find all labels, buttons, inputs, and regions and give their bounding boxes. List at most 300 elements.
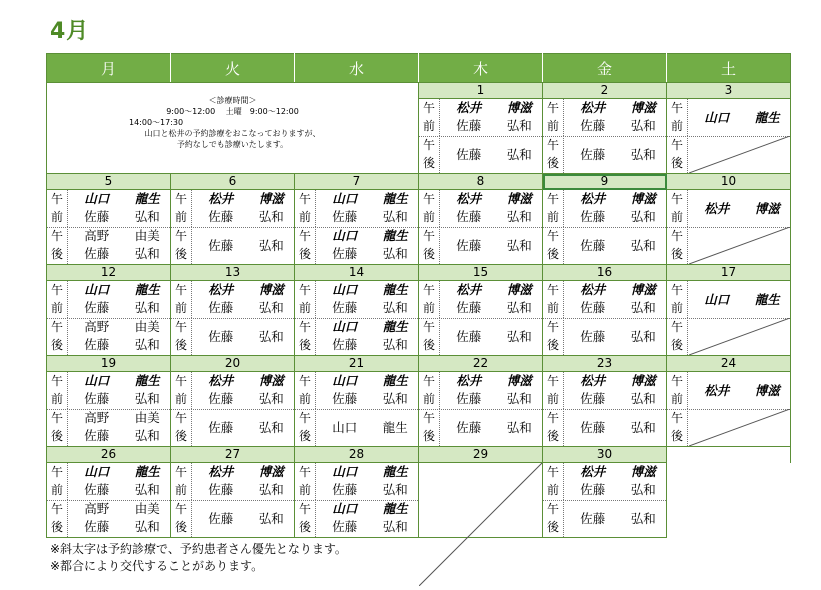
- doctor-surname: 佐藤: [84, 482, 110, 497]
- doctor-surname: 山口: [84, 464, 110, 479]
- doctor-surname: 佐藤: [456, 147, 482, 162]
- slot-label-char: 午: [174, 502, 187, 516]
- slot-label-char: 午: [670, 320, 683, 334]
- doctor-entry: [565, 463, 666, 481]
- morning-slot: [667, 190, 790, 228]
- doctor-surname: 松井: [580, 464, 606, 479]
- doctor-given-name: 弘和: [630, 118, 656, 133]
- slot-label-char: 後: [422, 338, 435, 352]
- doctor-list: [69, 500, 170, 537]
- day-cell: [295, 281, 419, 356]
- slot-label-char: 前: [422, 119, 435, 133]
- day-number: 29: [419, 447, 543, 463]
- day-schedule: [419, 372, 542, 446]
- slot-label-char: 前: [298, 483, 311, 497]
- doctor-entry: [193, 299, 294, 317]
- doctor-entry: [565, 208, 666, 226]
- slot-label-char: 後: [546, 520, 559, 534]
- day-number: 19: [47, 356, 171, 372]
- doctor-entry: [565, 136, 666, 173]
- day-cell: [171, 372, 295, 447]
- morning-label: [543, 99, 564, 136]
- day-schedule: [295, 372, 418, 446]
- day-schedule: [543, 190, 666, 264]
- morning-label: [667, 99, 688, 136]
- doctor-list: [565, 500, 666, 537]
- doctor-entry: [69, 518, 170, 536]
- morning-slot: [543, 190, 666, 228]
- notice-line1: 9:00～12:00 土曜 9:00～12:00: [166, 107, 299, 116]
- doctor-given-name: 弘和: [506, 238, 532, 253]
- doctor-entry: [69, 500, 170, 518]
- doctor-surname: 佐藤: [84, 337, 110, 352]
- slot-label-char: 後: [670, 429, 683, 443]
- morning-slot: [295, 463, 418, 501]
- slot-label-char: 午: [546, 192, 559, 206]
- slot-label-char: 前: [50, 210, 63, 224]
- doctor-list: [565, 281, 666, 318]
- slot-label-char: 午: [546, 229, 559, 243]
- slot-label-char: 後: [546, 247, 559, 261]
- day-cell: [667, 281, 791, 356]
- doctor-entry: [193, 463, 294, 481]
- afternoon-slot: [667, 227, 790, 264]
- afternoon-label: [419, 227, 440, 264]
- doctor-surname: 松井: [456, 191, 482, 206]
- doctor-list: [69, 318, 170, 355]
- doctor-list: [317, 190, 418, 227]
- doctor-surname: 佐藤: [580, 238, 606, 253]
- doctor-surname: 松井: [456, 100, 482, 115]
- afternoon-slot: [419, 227, 542, 264]
- morning-slot: [419, 281, 542, 319]
- doctor-given-name: 博滋: [630, 282, 656, 297]
- doctor-entry: [193, 390, 294, 408]
- doctor-given-name: 弘和: [134, 209, 160, 224]
- day-schedule: [419, 281, 542, 355]
- afternoon-label: [47, 318, 68, 355]
- doctor-given-name: 龍生: [382, 282, 408, 297]
- afternoon-slot: [295, 409, 418, 446]
- weekday-thu: 木: [419, 54, 543, 83]
- doctor-given-name: 龍生: [382, 501, 408, 516]
- doctor-list: [193, 463, 294, 500]
- doctor-entry: [193, 481, 294, 499]
- afternoon-slot: [47, 318, 170, 355]
- slot-label-char: 午: [174, 229, 187, 243]
- slot-label-char: 前: [546, 483, 559, 497]
- day-cell: [295, 190, 419, 265]
- doctor-surname: 佐藤: [456, 420, 482, 435]
- day-number: 17: [667, 265, 791, 281]
- doctor-entry: [317, 318, 418, 336]
- day-schedule: [171, 372, 294, 446]
- doctor-surname: 佐藤: [456, 209, 482, 224]
- day-cell: [171, 190, 295, 265]
- doctor-given-name: 博滋: [754, 383, 780, 398]
- afternoon-label: [419, 136, 440, 173]
- doctor-list: [193, 227, 294, 264]
- doctor-given-name: 弘和: [630, 209, 656, 224]
- day-number: 3: [667, 83, 791, 99]
- slot-label-char: 後: [422, 429, 435, 443]
- day-schedule: [419, 463, 542, 537]
- doctor-surname: 山口: [84, 373, 110, 388]
- day-number: 7: [295, 174, 419, 190]
- doctor-given-name: 弘和: [630, 238, 656, 253]
- doctor-given-name: 弘和: [258, 329, 284, 344]
- afternoon-slot: [171, 409, 294, 446]
- doctor-entry: [69, 318, 170, 336]
- doctor-given-name: 弘和: [382, 482, 408, 497]
- doctor-given-name: 弘和: [382, 209, 408, 224]
- day-number: 22: [419, 356, 543, 372]
- doctor-given-name: 博滋: [630, 464, 656, 479]
- morning-slot: [543, 372, 666, 410]
- doctor-entry: [69, 208, 170, 226]
- morning-label: [419, 281, 440, 318]
- day-content-row: [47, 190, 791, 265]
- slot-label-char: 午: [422, 138, 435, 152]
- day-number: 30: [543, 447, 667, 463]
- weekday-fri: 金: [543, 54, 667, 83]
- doctor-entry: [69, 245, 170, 263]
- doctor-entry: [193, 227, 294, 264]
- day-number: 5: [47, 174, 171, 190]
- doctor-entry: [689, 99, 790, 136]
- slot-label-char: 午: [298, 374, 311, 388]
- doctor-given-name: 龍生: [754, 292, 780, 307]
- doctor-given-name: 博滋: [258, 464, 284, 479]
- doctor-given-name: 博滋: [506, 100, 532, 115]
- doctor-entry: [441, 299, 542, 317]
- morning-label: [543, 190, 564, 227]
- morning-slot: [543, 463, 666, 501]
- doctor-given-name: 龍生: [382, 191, 408, 206]
- slot-label-char: 午: [174, 283, 187, 297]
- day-content-row: [47, 281, 791, 356]
- doctor-given-name: 龍生: [382, 464, 408, 479]
- afternoon-label: [47, 409, 68, 446]
- morning-slot: [47, 281, 170, 319]
- day-schedule: [295, 281, 418, 355]
- slot-label-char: 午: [546, 374, 559, 388]
- slot-label-char: 後: [298, 247, 311, 261]
- doctor-given-name: 博滋: [506, 373, 532, 388]
- doctor-entry: [69, 372, 170, 390]
- slot-label-char: 前: [50, 483, 63, 497]
- doctor-surname: 高野: [84, 410, 110, 425]
- doctor-entry: [69, 481, 170, 499]
- doctor-list: [565, 190, 666, 227]
- doctor-given-name: 弘和: [382, 246, 408, 261]
- doctor-given-name: 弘和: [134, 246, 160, 261]
- doctor-entry: [317, 390, 418, 408]
- doctor-given-name: 弘和: [506, 329, 532, 344]
- afternoon-label: [667, 409, 688, 446]
- morning-slot: [295, 281, 418, 319]
- slot-label-char: 午: [50, 283, 63, 297]
- doctor-entry: [441, 372, 542, 390]
- slot-label-char: 前: [670, 210, 683, 224]
- afternoon-label: [295, 318, 316, 355]
- day-cell: [47, 463, 171, 538]
- closed-afternoon: [689, 227, 790, 264]
- slot-label-char: 午: [174, 465, 187, 479]
- doctor-surname: 佐藤: [456, 391, 482, 406]
- day-schedule: [543, 372, 666, 446]
- day-content-row: [47, 463, 791, 538]
- doctor-entry: [565, 372, 666, 390]
- afternoon-slot: [543, 227, 666, 264]
- slot-label-char: 午: [546, 283, 559, 297]
- day-number: 14: [295, 265, 419, 281]
- doctor-entry: [565, 190, 666, 208]
- doctor-surname: 佐藤: [580, 511, 606, 526]
- doctor-given-name: 弘和: [258, 238, 284, 253]
- doctor-entry: [441, 117, 542, 135]
- afternoon-slot: [171, 318, 294, 355]
- doctor-list: [317, 227, 418, 264]
- afternoon-label: [171, 500, 192, 537]
- doctor-given-name: 弘和: [258, 209, 284, 224]
- weekday-wed: 水: [295, 54, 419, 83]
- day-number-row: [47, 265, 791, 281]
- doctor-surname: 松井: [208, 373, 234, 388]
- day-cell: [47, 372, 171, 447]
- slot-label-char: 午: [422, 374, 435, 388]
- doctor-surname: 松井: [580, 373, 606, 388]
- day-schedule: [419, 99, 542, 173]
- afternoon-label: [171, 318, 192, 355]
- footer-note-reservation: ※斜太字は予約診療で、予約患者さん優先となります。: [50, 542, 347, 556]
- doctor-given-name: 弘和: [258, 482, 284, 497]
- doctor-list: [565, 136, 666, 173]
- doctor-entry: [69, 336, 170, 354]
- doctor-list: [441, 372, 542, 409]
- doctor-surname: 山口: [332, 464, 358, 479]
- morning-slot: [47, 190, 170, 228]
- doctor-given-name: 弘和: [630, 511, 656, 526]
- doctor-entry: [565, 281, 666, 299]
- day-schedule: [667, 99, 790, 173]
- afternoon-label: [543, 227, 564, 264]
- slot-label-char: 午: [546, 138, 559, 152]
- day-number: 27: [171, 447, 295, 463]
- afternoon-slot: [171, 227, 294, 264]
- doctor-surname: 佐藤: [332, 482, 358, 497]
- doctor-surname: 佐藤: [84, 391, 110, 406]
- slot-label-char: 午: [50, 229, 63, 243]
- day-content-row: [47, 372, 791, 447]
- doctor-entry: [69, 463, 170, 481]
- day-schedule: [47, 463, 170, 537]
- doctor-entry: [441, 208, 542, 226]
- doctor-given-name: 由美: [134, 228, 160, 243]
- slot-label-char: 午: [50, 502, 63, 516]
- doctor-list: [317, 463, 418, 500]
- doctor-entry: [69, 299, 170, 317]
- slot-label-char: 午: [298, 411, 311, 425]
- morning-label: [543, 281, 564, 318]
- morning-label: [171, 463, 192, 500]
- day-number: 13: [171, 265, 295, 281]
- day-number: [667, 447, 791, 463]
- day-cell: [295, 372, 419, 447]
- morning-label: [295, 463, 316, 500]
- doctor-list: [317, 281, 418, 318]
- morning-slot: [171, 281, 294, 319]
- doctor-surname: 佐藤: [580, 329, 606, 344]
- slot-label-char: 午: [670, 374, 683, 388]
- slot-label-char: 午: [670, 192, 683, 206]
- doctor-list: [193, 318, 294, 355]
- doctor-entry: [565, 299, 666, 317]
- doctor-given-name: 博滋: [630, 373, 656, 388]
- slot-label-char: 後: [174, 429, 187, 443]
- doctor-entry: [565, 481, 666, 499]
- doctor-entry: [565, 117, 666, 135]
- doctor-surname: 松井: [580, 282, 606, 297]
- afternoon-slot: [419, 318, 542, 355]
- doctor-given-name: 弘和: [382, 337, 408, 352]
- slot-label-char: 後: [422, 156, 435, 170]
- doctor-given-name: 博滋: [258, 191, 284, 206]
- day-cell: [543, 463, 667, 538]
- slot-label-char: 後: [50, 429, 63, 443]
- day-cell: [543, 372, 667, 447]
- slot-label-char: 午: [298, 465, 311, 479]
- doctor-surname: 松井: [456, 282, 482, 297]
- afternoon-label: [295, 500, 316, 537]
- slot-label-char: 後: [422, 247, 435, 261]
- doctor-entry: [317, 372, 418, 390]
- afternoon-slot: [543, 136, 666, 173]
- day-cell: [667, 463, 791, 538]
- afternoon-label: [295, 409, 316, 446]
- doctor-entry: [193, 318, 294, 355]
- doctor-given-name: 龍生: [382, 373, 408, 388]
- doctor-entry: [565, 409, 666, 446]
- afternoon-slot: [295, 500, 418, 537]
- day-cell: [419, 372, 543, 447]
- day-number-row: [47, 83, 791, 99]
- doctor-given-name: 弘和: [630, 300, 656, 315]
- morning-label: [171, 190, 192, 227]
- day-schedule: [543, 281, 666, 355]
- doctor-entry: [193, 281, 294, 299]
- doctor-given-name: 博滋: [258, 282, 284, 297]
- doctor-entry: [565, 99, 666, 117]
- doctor-entry: [69, 227, 170, 245]
- doctor-entry: [317, 299, 418, 317]
- doctor-list: [193, 409, 294, 446]
- morning-label: [47, 190, 68, 227]
- doctor-list: [441, 99, 542, 136]
- afternoon-slot: [543, 500, 666, 537]
- doctor-given-name: 弘和: [630, 482, 656, 497]
- doctor-given-name: 博滋: [754, 201, 780, 216]
- schedule-calendar: [46, 53, 791, 538]
- slot-label-char: 前: [422, 210, 435, 224]
- slot-label-char: 前: [546, 301, 559, 315]
- doctor-surname: 佐藤: [580, 147, 606, 162]
- day-schedule: [419, 190, 542, 264]
- morning-label: [419, 372, 440, 409]
- slot-label-char: 午: [670, 283, 683, 297]
- doctor-surname: 佐藤: [332, 337, 358, 352]
- morning-slot: [171, 372, 294, 410]
- doctor-list: [317, 318, 418, 355]
- slot-label-char: 午: [422, 411, 435, 425]
- slot-label-char: 午: [670, 138, 683, 152]
- day-schedule: [171, 190, 294, 264]
- morning-slot: [171, 463, 294, 501]
- slot-label-char: 午: [50, 320, 63, 334]
- closed-slash: [689, 318, 790, 355]
- closed-slash: [689, 136, 790, 173]
- doctor-entry: [441, 190, 542, 208]
- morning-label: [667, 281, 688, 318]
- slot-label-char: 後: [670, 247, 683, 261]
- slot-label-char: 後: [670, 338, 683, 352]
- doctor-list: [565, 463, 666, 500]
- doctor-surname: 佐藤: [580, 391, 606, 406]
- day-number: 8: [419, 174, 543, 190]
- day-cell: [543, 281, 667, 356]
- day-number: 6: [171, 174, 295, 190]
- slot-label-char: 前: [422, 392, 435, 406]
- doctor-entry: [317, 190, 418, 208]
- doctor-given-name: 弘和: [630, 391, 656, 406]
- day-cell: [543, 190, 667, 265]
- doctor-entry: [441, 136, 542, 173]
- doctor-surname: 佐藤: [580, 209, 606, 224]
- slot-label-char: 午: [174, 192, 187, 206]
- slot-label-char: 後: [546, 338, 559, 352]
- day-cell: [419, 281, 543, 356]
- doctor-entry: [441, 281, 542, 299]
- doctor-surname: 高野: [84, 319, 110, 334]
- slot-label-char: 前: [50, 392, 63, 406]
- doctor-list: [689, 99, 790, 136]
- doctor-list: [689, 372, 790, 409]
- doctor-surname: 佐藤: [208, 300, 234, 315]
- doctor-entry: [317, 245, 418, 263]
- slot-label-char: 前: [174, 483, 187, 497]
- doctor-surname: 佐藤: [84, 246, 110, 261]
- doctor-given-name: 弘和: [134, 337, 160, 352]
- doctor-given-name: 龍生: [754, 110, 780, 125]
- doctor-list: [441, 409, 542, 446]
- slot-label-char: 前: [174, 301, 187, 315]
- doctor-surname: 佐藤: [580, 482, 606, 497]
- doctor-surname: 松井: [208, 282, 234, 297]
- clinic-hours-notice: [47, 83, 418, 172]
- morning-slot: [295, 190, 418, 228]
- doctor-surname: 松井: [704, 201, 730, 216]
- doctor-surname: 佐藤: [84, 209, 110, 224]
- doctor-entry: [193, 190, 294, 208]
- doctor-surname: 高野: [84, 228, 110, 243]
- doctor-surname: 佐藤: [456, 329, 482, 344]
- doctor-list: [317, 372, 418, 409]
- day-number: 28: [295, 447, 419, 463]
- morning-label: [47, 463, 68, 500]
- day-number-row: [47, 174, 791, 190]
- doctor-surname: 山口: [84, 191, 110, 206]
- doctor-list: [317, 500, 418, 537]
